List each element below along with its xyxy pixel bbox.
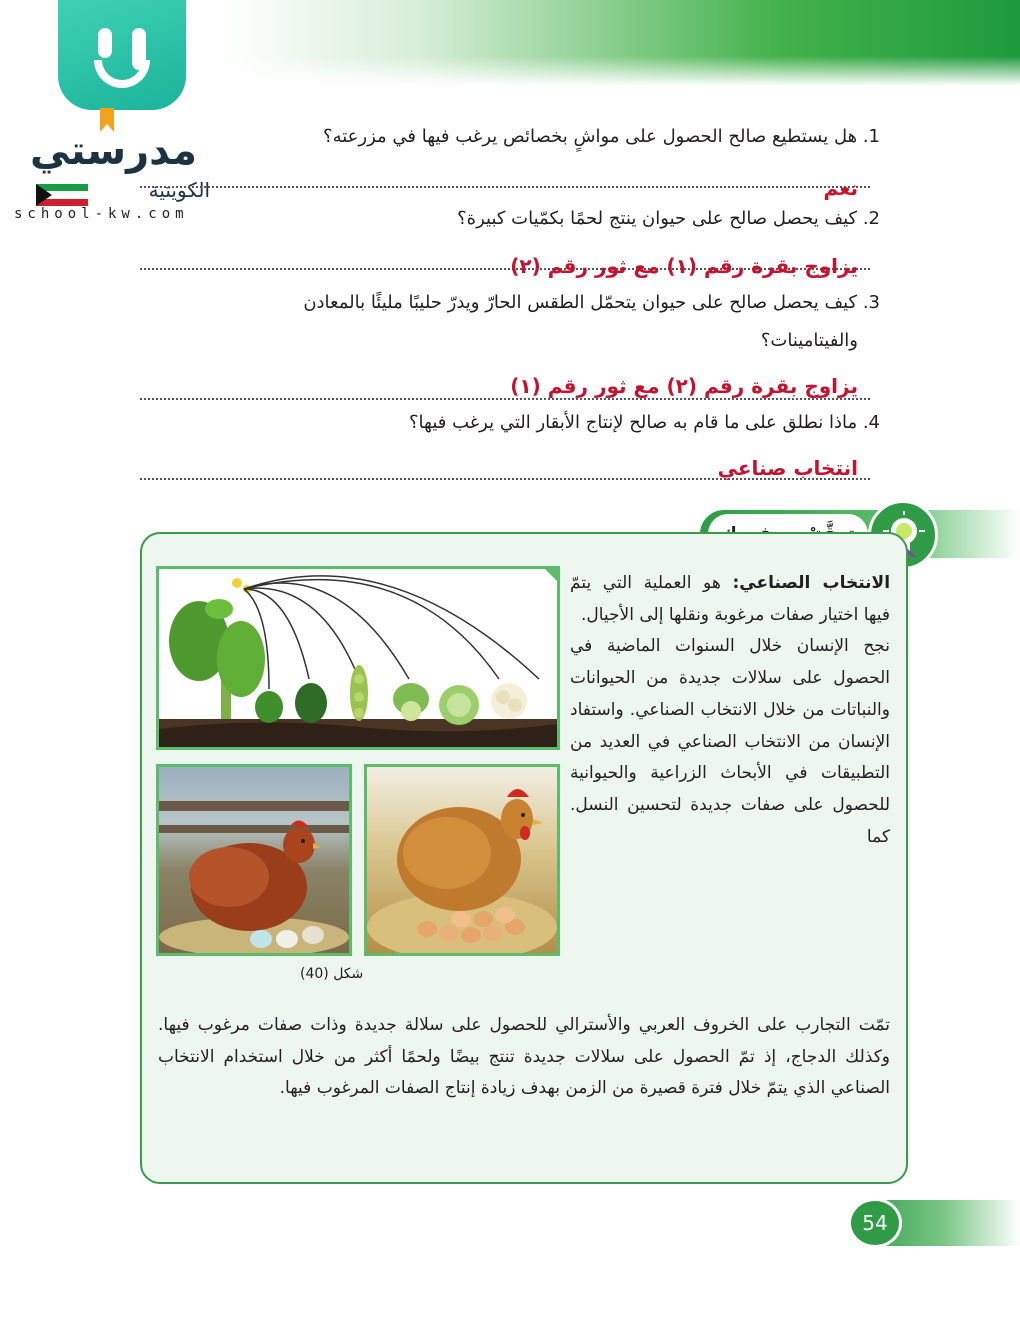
logo-face-icon (58, 0, 186, 110)
answer-4: انتخاب صناعي (717, 456, 858, 480)
kuwait-flag-icon (36, 184, 88, 206)
paragraph-2-top: نجح الإنسان خلال السنوات الماضية في الحصول على سلالات جديدة من الحيوانات والنباتات من خلال الانتخاب الصناعي. واستفاد الإنسان من الانتخاب الصناعي في العديد من التطبيقات في الأبحاث الزراعية والحيوانية للحصول على صفات جديدة لتحسين النسل. كما (570, 636, 890, 847)
page-number: 54 (848, 1198, 902, 1248)
definition-text: هو العملية التي يتمّ فيها اختيار صفات مرغوبة ونقلها إلى الأجيال. (570, 573, 890, 625)
vegetable-selection-image (156, 566, 560, 750)
header-band (220, 0, 1020, 86)
question-1: 1. هل يستطيع صالح الحصول على مواشٍ بخصائص يرغب فيها في مزرعته؟ (323, 126, 880, 147)
question-3-line-1: 3. كيف يحصل صالح على حيوان يتحمّل الطقس الحارّ ويدرّ حليبًا مليئًا بالمعادن (303, 292, 880, 313)
panel-paragraph-bottom: تمّت التجارب على الخروف العربي والأسترالي للحصول على سلالة جديدة وذات صفات مرغوب فيها. وكذلك الدجاج، إذ تمّ الحصول على سلالات جديدة تنتج بيضًا ولحمًا أكثر من خلال استخدام الانتخاب الصناعي الذي يتمّ خلال فترة قصيرة من الزمن بهدف زيادة إنتاج الصفات المرغوب فيها. (158, 1015, 890, 1099)
panel-paragraph-top (570, 568, 890, 853)
logo-name: مدرستي (30, 128, 198, 174)
answer-line-1 (140, 186, 870, 188)
answer-2: يزاوج بقرة رقم (١) مع ثور رقم (٢) (510, 254, 858, 278)
question-2: 2. كيف يحصل صالح على حيوان ينتج لحمًا بكمّيات كبيرة؟ (457, 208, 880, 229)
hen-photo-right (364, 764, 560, 956)
answer-line-3 (140, 398, 870, 400)
logo-subtitle: الكويتية (148, 178, 210, 202)
answer-1: نعم (823, 176, 858, 200)
school-logo (10, 0, 220, 225)
logo-url: school-kw.com (14, 206, 189, 222)
term-artificial-selection: الانتخاب الصناعي: (732, 573, 891, 593)
hen-photo-left (156, 764, 352, 956)
answer-3: يزاوج بقرة رقم (٢) مع ثور رقم (١) (510, 374, 858, 398)
figure-caption: شكل (40) (300, 966, 364, 982)
question-3-line-2: والفيتامينات؟ (760, 330, 858, 351)
question-4: 4. ماذا نطلق على ما قام به صالح لإنتاج الأبقار التي يرغب فيها؟ (408, 412, 880, 433)
